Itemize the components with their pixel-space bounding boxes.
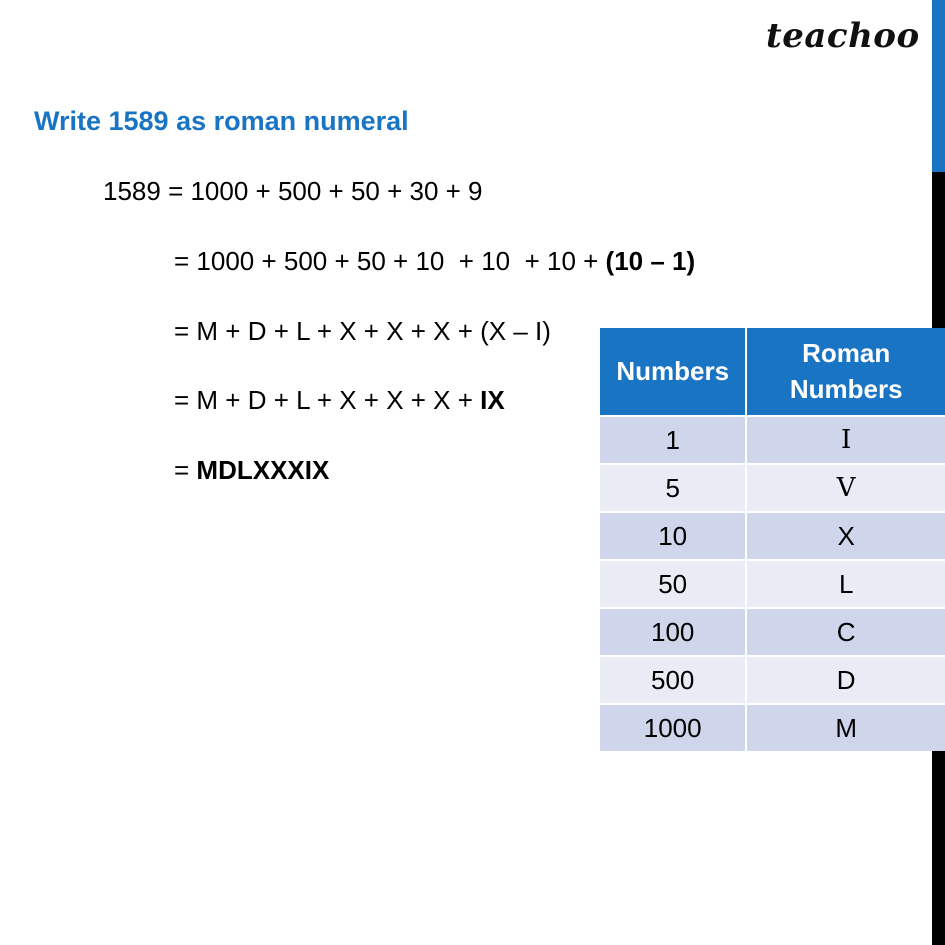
table-row xyxy=(600,560,945,608)
step-4-text: = M + D + L + X + X + X + xyxy=(174,385,481,415)
roman-cell: X xyxy=(746,512,945,560)
table-header-row xyxy=(600,328,945,416)
number-cell: 1000 xyxy=(600,704,746,751)
roman-cell: D xyxy=(746,656,945,704)
table-row xyxy=(600,416,945,464)
step-2-bold: (10 – 1) xyxy=(605,246,696,276)
table-row xyxy=(600,464,945,512)
step-1-text: 1589 = 1000 + 500 + 50 + 30 + 9 xyxy=(103,176,483,206)
table-row xyxy=(600,656,945,704)
solution-step-5 xyxy=(174,455,329,486)
table-row xyxy=(600,608,945,656)
number-cell: 500 xyxy=(600,656,746,704)
roman-cell: V xyxy=(746,464,945,512)
question-title: Write 1589 as roman numeral xyxy=(34,106,409,136)
number-cell: 10 xyxy=(600,512,746,560)
solution-step-1 xyxy=(103,176,483,207)
side-accent-bar xyxy=(932,0,945,172)
step-2-text: = 1000 + 500 + 50 + 10 + 10 + 10 + xyxy=(174,246,606,276)
table-row xyxy=(600,704,945,751)
roman-cell: M xyxy=(746,704,945,751)
solution-step-3 xyxy=(174,316,551,347)
teachoo-logo: teachoo xyxy=(766,16,920,56)
solution-step-2 xyxy=(174,246,695,277)
number-cell: 1 xyxy=(600,416,746,464)
number-cell: 5 xyxy=(600,464,746,512)
roman-cell: L xyxy=(746,560,945,608)
step-5-text: = xyxy=(174,455,197,485)
roman-numeral-table xyxy=(600,328,945,751)
header-roman-numbers-text: Roman Numbers xyxy=(789,338,903,404)
header-roman-numbers xyxy=(746,328,945,416)
number-cell: 50 xyxy=(600,560,746,608)
roman-cell: I xyxy=(746,416,945,464)
solution-step-4 xyxy=(174,385,505,416)
number-cell: 100 xyxy=(600,608,746,656)
final-answer: MDLXXXIX xyxy=(196,455,330,485)
roman-cell: C xyxy=(746,608,945,656)
header-numbers: Numbers xyxy=(600,328,746,416)
step-4-bold: IX xyxy=(480,385,505,415)
step-3-text: = M + D + L + X + X + X + (X – I) xyxy=(174,316,551,346)
table-row xyxy=(600,512,945,560)
